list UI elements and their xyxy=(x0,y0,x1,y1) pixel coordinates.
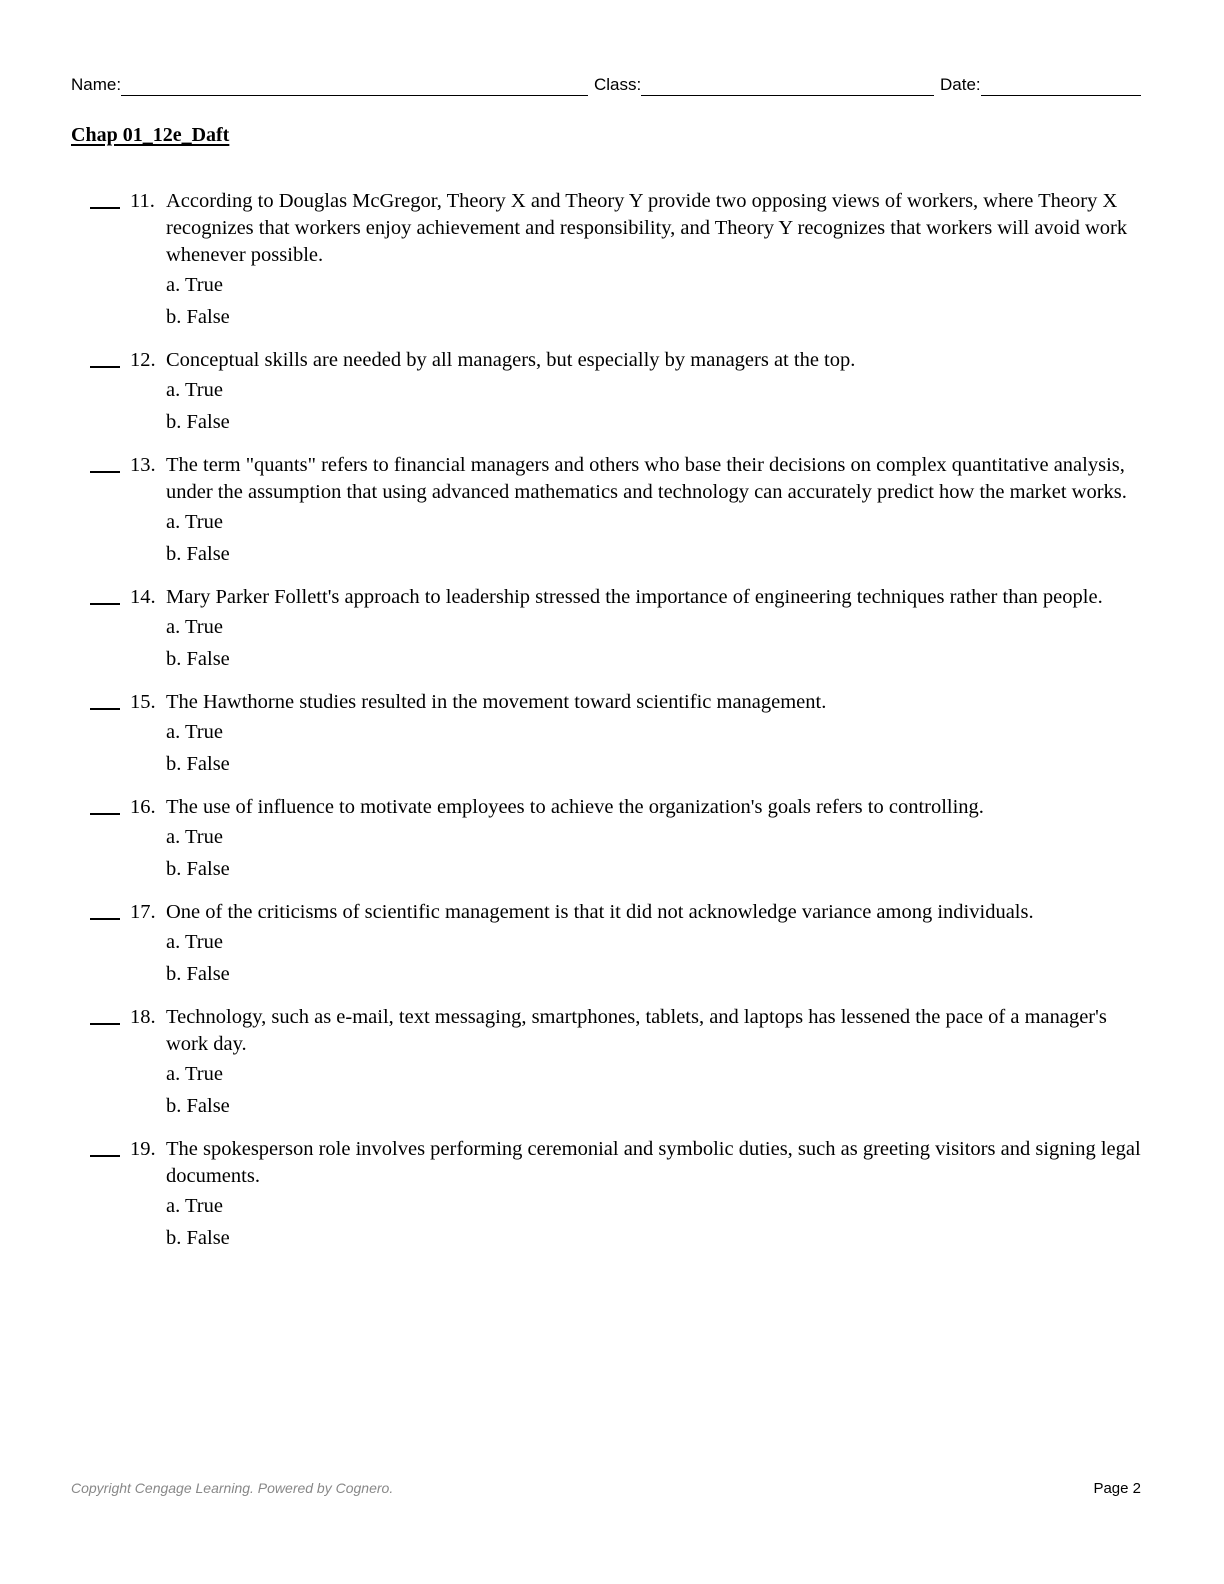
question-text: Mary Parker Follett's approach to leadership stressed the importance of engineering techniques rather than people. xyxy=(166,586,1103,608)
class-field[interactable] xyxy=(594,72,934,96)
option-false: b. False xyxy=(166,753,230,775)
question-item xyxy=(0,347,1224,438)
option-true: a. True xyxy=(166,721,223,743)
option-true: a. True xyxy=(166,511,223,533)
option-false: b. False xyxy=(166,1095,230,1117)
question-text: The Hawthorne studies resulted in the movement toward scientific management. xyxy=(166,691,827,713)
option-true: a. True xyxy=(166,274,223,296)
question-item xyxy=(0,452,1224,570)
question-item xyxy=(0,689,1224,780)
option-true: a. True xyxy=(166,931,223,953)
question-list xyxy=(0,188,1224,1268)
date-line[interactable] xyxy=(981,73,1141,96)
answer-blank[interactable] xyxy=(90,813,120,815)
question-number: 11. xyxy=(130,190,155,212)
option-false: b. False xyxy=(166,858,230,880)
option-false: b. False xyxy=(166,1227,230,1249)
answer-blank[interactable] xyxy=(90,366,120,368)
question-item xyxy=(0,188,1224,333)
option-false: b. False xyxy=(166,306,230,328)
question-text: Technology, such as e-mail, text messaging, smartphones, tablets, and laptops has lessened the pace of a manager's work day. xyxy=(166,1006,1107,1055)
name-label: Name: xyxy=(71,75,122,94)
name-field[interactable] xyxy=(71,72,588,96)
name-line[interactable] xyxy=(121,73,588,96)
option-true: a. True xyxy=(166,1063,223,1085)
question-number: 14. xyxy=(130,586,156,608)
option-true: a. True xyxy=(166,1195,223,1217)
question-text: The spokesperson role involves performing ceremonial and symbolic duties, such as greeting visitors and signing legal documents. xyxy=(166,1138,1141,1187)
option-true: a. True xyxy=(166,379,223,401)
class-label: Class: xyxy=(594,75,642,94)
answer-blank[interactable] xyxy=(90,708,120,710)
question-number: 18. xyxy=(130,1006,156,1028)
question-text: According to Douglas McGregor, Theory X and Theory Y provide two opposing views of workers, where Theory X recognizes that workers enjoy achievement and responsibility, and Theory Y recognizes that workers will avoid work whenever possible. xyxy=(166,190,1128,266)
question-text: The term "quants" refers to financial managers and others who base their decisions on complex quantitative analysis, under the assumption that using advanced mathematics and technology can accurately predict how the market works. xyxy=(166,454,1127,503)
class-line[interactable] xyxy=(641,73,934,96)
copyright-text: Copyright Cengage Learning. Powered by Cognero. xyxy=(71,1480,394,1496)
answer-blank[interactable] xyxy=(90,1155,120,1157)
question-text: The use of influence to motivate employees to achieve the organization's goals refers to controlling. xyxy=(166,796,984,818)
question-item xyxy=(0,1004,1224,1122)
header xyxy=(71,72,1141,98)
question-item xyxy=(0,1136,1224,1254)
question-number: 15. xyxy=(130,691,156,713)
answer-blank[interactable] xyxy=(90,603,120,605)
answer-blank[interactable] xyxy=(90,471,120,473)
option-false: b. False xyxy=(166,963,230,985)
question-number: 12. xyxy=(130,349,156,371)
question-item xyxy=(0,899,1224,990)
date-field[interactable] xyxy=(940,72,1141,96)
option-false: b. False xyxy=(166,411,230,433)
answer-blank[interactable] xyxy=(90,207,120,209)
question-item xyxy=(0,584,1224,675)
page-number: Page 2 xyxy=(1093,1480,1141,1497)
answer-blank[interactable] xyxy=(90,918,120,920)
option-true: a. True xyxy=(166,826,223,848)
question-number: 17. xyxy=(130,901,156,923)
option-false: b. False xyxy=(166,543,230,565)
question-item xyxy=(0,794,1224,885)
question-text: Conceptual skills are needed by all managers, but especially by managers at the top. xyxy=(166,349,856,371)
date-label: Date: xyxy=(940,75,981,94)
option-true: a. True xyxy=(166,616,223,638)
option-false: b. False xyxy=(166,648,230,670)
answer-blank[interactable] xyxy=(90,1023,120,1025)
question-number: 16. xyxy=(130,796,156,818)
page-title: Chap 01_12e_Daft xyxy=(71,124,230,146)
question-number: 19. xyxy=(130,1138,156,1160)
question-number: 13. xyxy=(130,454,156,476)
question-text: One of the criticisms of scientific management is that it did not acknowledge variance among individuals. xyxy=(166,901,1034,923)
